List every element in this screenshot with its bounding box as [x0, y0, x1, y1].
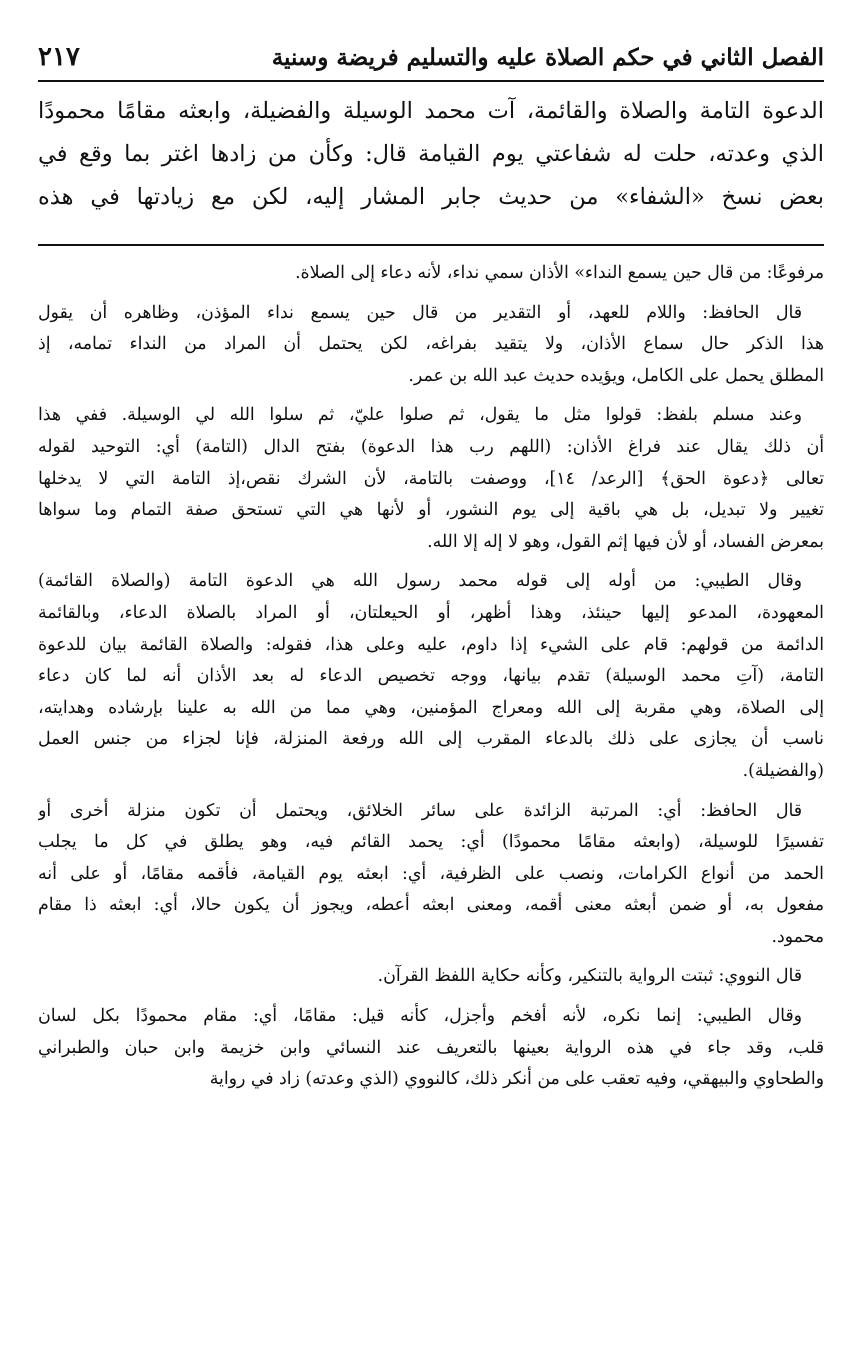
commentary-line: إلى الصلاة، وهي مقربة إلى الله ومعراج المؤمنين، وهي مما من الله به علينا بإرشاده وهدايته، [38, 697, 824, 718]
commentary-line: المطلق يحمل على الكامل، ويؤيده حديث عبد الله بن عمر. [408, 365, 824, 386]
commentary-paragraph [38, 566, 824, 787]
commentary-line: تغيير ولا تبديل، بل هي باقية إلى يوم النشور، أو لأنها هي التي تستحق صفة التمام وما سواها [38, 500, 824, 521]
commentary-line: (والفضيلة). [742, 760, 824, 781]
commentary-line: محمود. [771, 926, 824, 947]
commentary-line: قال الحافظ: أي: المرتبة الزائدة على سائر الخلائق، ويحتمل أن تكون منزلة أخرى أو [38, 800, 802, 821]
commentary-line: المعهودة، المدعو إليها حينئذ، وهذا أظهر، أو الحيعلتان، أو المراد بالصلاة الدعاء، وبالقائمة [38, 602, 824, 623]
commentary-line: بمعرض الفساد، أو لأن فيها إثم القول، وهو لا إله إلا الله. [427, 531, 824, 552]
commentary-paragraph [38, 298, 824, 393]
commentary-line: الدائمة من قولهم: قام على الشيء إذا داوم، عليه وعلى هذا، فقوله: والصلاة القائمة بيان للدعوة [38, 634, 824, 655]
page-number: ٢١٧ [38, 42, 80, 72]
commentary-line: وقال الطيبي: إنما نكره، لأنه أفخم وأجزل، كأنه قيل: مقامًا، أي: مقام محمودًا بكل لسان [38, 1006, 802, 1027]
commentary-line: أن ذلك يقال عند فراغ الأذان: (اللهم رب هذا الدعوة) بفتح الدال (التامة) أي: التوحيد لقوله [38, 436, 824, 457]
commentary-line: قال النووي: ثبتت الرواية بالتنكير، وكأنه حكاية اللفظ القرآن. [377, 966, 802, 987]
commentary-paragraph [38, 400, 824, 558]
commentary-line: وعند مسلم بلفظ: قولوا مثل ما يقول، ثم صلوا عليّ، ثم سلوا الله لي الوسيلة. ففي هذا [38, 405, 802, 426]
hadith-text [38, 90, 824, 219]
commentary-line: وقال الطيبي: من أوله إلى قوله محمد رسول الله هي الدعوة التامة (والصلاة القائمة) [38, 571, 802, 592]
commentary-line: مرفوعًا: من قال حين يسمع النداء» الأذان سمي نداء، لأنه دعاء إلى الصلاة. [295, 263, 824, 283]
text-line: الذي وعدته، حلت له شفاعتي يوم القيامة قال: وكأن من زادها اغتر بما وقع في [38, 141, 824, 167]
commentary-paragraph [38, 1001, 824, 1096]
commentary-line: ناسب أن يجازى على ذلك بالدعاء المقرب إلى الله ورفعة المنزلة، فإنا لجزاء من جنس العمل [38, 729, 824, 750]
commentary-line: تفسيرًا للوسيلة، (وابعثه مقامًا محمودًا) أي: يحمد القائم فيه، وهو يطلق في كل ما يجلب [38, 832, 824, 853]
commentary-line: تعالى ﴿دعوة الحق﴾ [الرعد/ ١٤]، ووصفت بالتامة، لأن الشرك نقص،إذ التامة التي لا يدخلها [38, 468, 824, 489]
text-line: الدعوة التامة والصلاة والقائمة، آت محمد الوسيلة والفضيلة، وابعثه مقامًا محمودًا [38, 98, 824, 124]
commentary-paragraph [38, 796, 824, 954]
commentary-line: التامة، (آتِ محمد الوسيلة) تقدم بيانها، ووجه تخصيص الدعاء له بعد الأذان أنه لما كان دعاء [38, 666, 824, 687]
page-header [38, 34, 824, 82]
commentary-line: هذا الذكر حال سماع الأذان، ولا يتقيد بفراغه، لكن يحتمل أن المراد من النداء تمامه، إذ [38, 334, 824, 355]
commentary-paragraph [38, 258, 824, 290]
footnote-divider [38, 244, 824, 246]
commentary-section [38, 258, 824, 1104]
text-line: بعض نسخ «الشفاء» من حديث جابر المشار إليه، لكن مع زيادتها في هذه [38, 184, 824, 210]
commentary-line: قلب، وقد جاء في هذه الرواية بعينها بالتعريف عند النسائي وابن خزيمة وابن حبان والطبراني [38, 1037, 824, 1058]
commentary-paragraph [38, 961, 824, 993]
chapter-title: الفصل الثاني في حكم الصلاة عليه والتسليم فريضة وسنية [271, 43, 824, 71]
commentary-line: قال الحافظ: واللام للعهد، أو التقدير من قال حين يسمع نداء المؤذن، وظاهره أن يقول [38, 302, 802, 323]
commentary-line: الحمد من أنواع الكرامات، ونصب على الظرفية، أي: ابعثه يوم القيامة، فأقمه مقامًا، أو على أنه [38, 863, 824, 884]
commentary-line: والطحاوي والبيهقي، وفيه تعقب على من أنكر ذلك، كالنووي (الذي وعدته) زاد في رواية [209, 1069, 824, 1090]
commentary-line: مفعول به، أو ضمن أبعثه معنى أقمه، ومعنى ابعثه أعطه، ويجوز أن يكون حالا، أي: ابعثه ذا مقام [38, 895, 824, 916]
